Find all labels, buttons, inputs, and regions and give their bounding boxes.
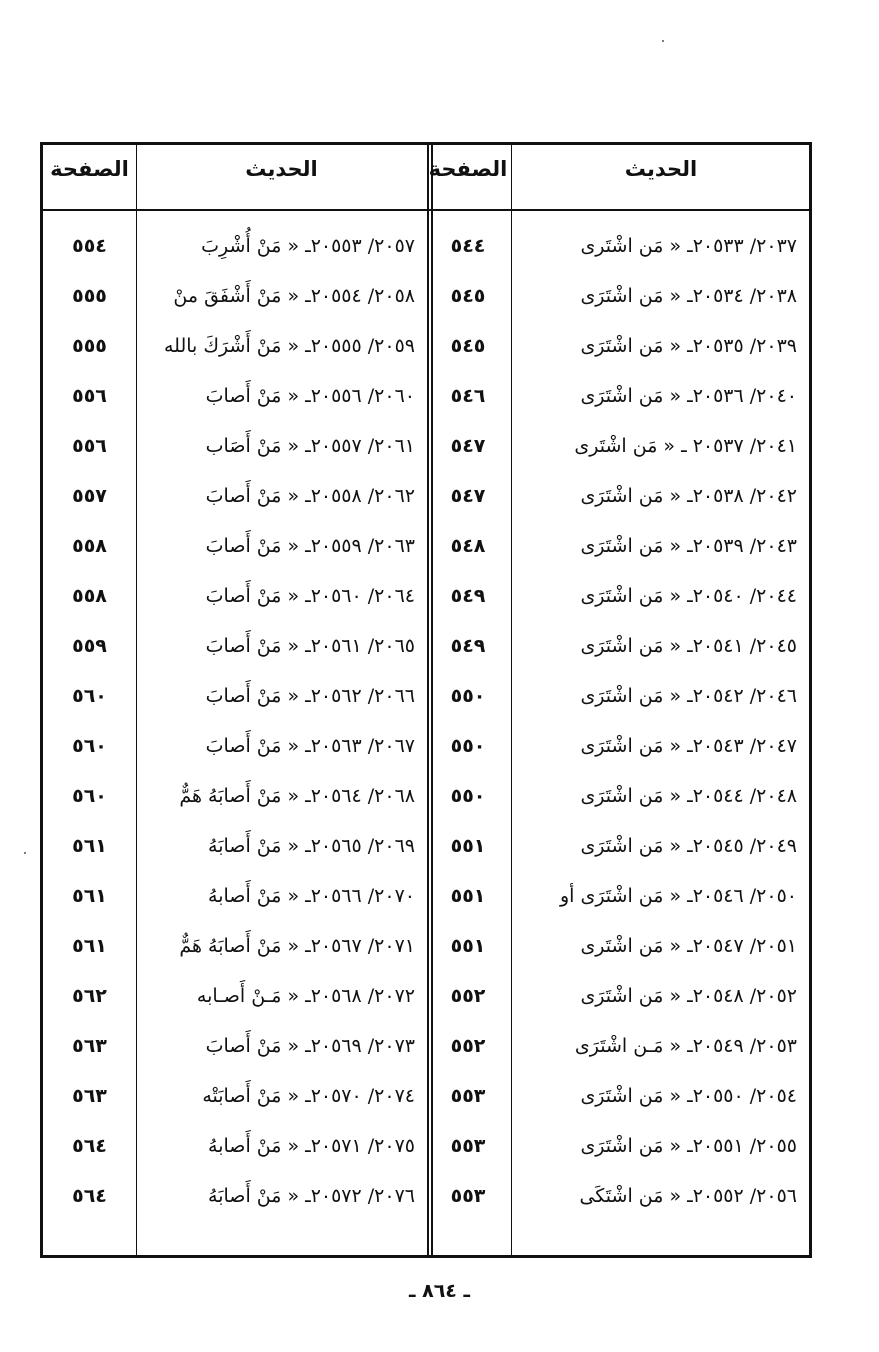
- page-ref: ٥٦٠: [72, 685, 107, 707]
- hadith-entry: ٢٠٥٣/ ٢٠٥٤٩ـ « مَـن اشْتَرَى: [574, 1035, 797, 1057]
- hadith-entry: ٢٠٦٦/ ٢٠٥٦٢ـ « مَنْ أَصابَ: [205, 685, 415, 707]
- page-ref: ٥٥١: [450, 935, 486, 957]
- table-row: [43, 721, 425, 771]
- table-row: [43, 821, 425, 871]
- hadith-entry: ٢٠٥٢/ ٢٠٥٤٨ـ « مَن اشْتَرَى: [580, 985, 797, 1007]
- page-ref: ٥٥٦: [72, 385, 107, 407]
- scan-speck: [662, 40, 664, 42]
- hadith-entry: ٢٠٧٣/ ٢٠٥٦٩ـ « مَنْ أَصابَ: [205, 1035, 415, 1057]
- page-ref: ٥٦١: [72, 935, 107, 957]
- hadith-entry: ٢٠٥٦/ ٢٠٥٥٢ـ « مَن اشْتَكَى: [579, 1185, 797, 1207]
- page-ref: ٥٥٣: [450, 1085, 486, 1107]
- rows-left: [43, 221, 425, 1221]
- page-ref: ٥٦٣: [72, 1085, 107, 1107]
- table-row: [43, 471, 425, 521]
- table-row: [425, 421, 809, 471]
- page-ref: ٥٥٨: [72, 535, 107, 557]
- table-row: [43, 971, 425, 1021]
- hadith-entry: ٢٠٧٠/ ٢٠٥٦٦ـ « مَنْ أَصابهُ: [208, 885, 415, 907]
- table-row: [43, 321, 425, 371]
- table-row: [425, 371, 809, 421]
- table-row: [43, 1171, 425, 1221]
- hadith-entry: ٢٠٤١/ ٢٠٥٣٧ ـ « مَن اشْتَرى: [574, 435, 797, 457]
- header-row-right: [425, 145, 809, 211]
- page-ref: ٥٦١: [72, 885, 107, 907]
- table-row: [43, 521, 425, 571]
- hadith-entry: ٢٠٥٩/ ٢٠٥٥٥ـ « مَنْ أَشْرَكَ بالله: [164, 335, 415, 357]
- left-half: [43, 145, 425, 1255]
- page-ref: ٥٦٣: [72, 1035, 107, 1057]
- hadith-entry: ٢٠٤٧/ ٢٠٥٤٣ـ « مَن اشْتَرَى: [580, 735, 797, 757]
- hadith-entry: ٢٠٦٥/ ٢٠٥٦١ـ « مَنْ أَصابَ: [205, 635, 415, 657]
- hadith-entry: ٢٠٥٥/ ٢٠٥٥١ـ « مَن اشْتَرَى: [580, 1135, 797, 1157]
- page-ref: ٥٥٢: [450, 1035, 486, 1057]
- hadith-entry: ٢٠٣٨/ ٢٠٥٣٤ـ « مَن اشْتَرَى: [580, 285, 797, 307]
- hadith-entry: ٢٠٧١/ ٢٠٥٦٧ـ « مَنْ أَصابَهُ هَمٌّ: [179, 935, 415, 957]
- hadith-index-table: [40, 142, 812, 1258]
- header-page-left: الصفحة: [50, 157, 129, 181]
- table-row: [43, 1071, 425, 1121]
- table-row: [425, 771, 809, 821]
- header-row-left: [43, 145, 425, 211]
- table-row: [425, 1121, 809, 1171]
- hadith-entry: ٢٠٤٢/ ٢٠٥٣٨ـ « مَن اشْتَرَى: [580, 485, 797, 507]
- page-ref: ٥٤٦: [450, 385, 486, 407]
- table-row: [425, 1071, 809, 1121]
- table-row: [425, 821, 809, 871]
- header-hadith-right: الحديث: [624, 157, 698, 181]
- page-ref: ٥٥٥: [72, 335, 107, 357]
- page-ref: ٥٥٥: [72, 285, 107, 307]
- table-row: [43, 371, 425, 421]
- page-ref: ٥٥٨: [72, 585, 107, 607]
- table-row: [43, 421, 425, 471]
- hadith-entry: ٢٠٣٩/ ٢٠٥٣٥ـ « مَن اشْتَرَى: [580, 335, 797, 357]
- table-row: [425, 1171, 809, 1221]
- page-ref: ٥٦٢: [72, 985, 107, 1007]
- page-ref: ٥٥٩: [72, 635, 107, 657]
- table-row: [425, 921, 809, 971]
- table-row: [43, 1121, 425, 1171]
- hadith-entry: ٢٠٥٧/ ٢٠٥٥٣ـ « مَنْ أُشْرِبَ: [201, 235, 415, 257]
- page-ref: ٥٥١: [450, 885, 486, 907]
- page-ref: ٥٥٣: [450, 1135, 486, 1157]
- table-row: [425, 721, 809, 771]
- hadith-entry: ٢٠٧٤/ ٢٠٥٧٠ـ « مَنْ أَصابَتْه: [202, 1085, 415, 1107]
- rows-right: [425, 221, 809, 1221]
- page-ref: ٥٤٨: [450, 535, 486, 557]
- table-row: [425, 621, 809, 671]
- page-ref: ٥٦٤: [72, 1185, 107, 1207]
- hadith-entry: ٢٠٤٠/ ٢٠٥٣٦ـ « مَن اشْتَرَى: [580, 385, 797, 407]
- page-ref: ٥٦٠: [72, 785, 107, 807]
- page-ref: ٥٥٤: [72, 235, 107, 257]
- hadith-entry: ٢٠٤٣/ ٢٠٥٣٩ـ « مَن اشْتَرَى: [580, 535, 797, 557]
- table-row: [425, 321, 809, 371]
- table-row: [43, 621, 425, 671]
- right-half: [425, 145, 809, 1255]
- scan-speck: [24, 852, 26, 854]
- page-ref: ٥٦٠: [72, 735, 107, 757]
- page-ref: ٥٤٧: [450, 485, 486, 507]
- table-row: [425, 871, 809, 921]
- hadith-entry: ٢٠٤٥/ ٢٠٥٤١ـ « مَن اشْتَرَى: [580, 635, 797, 657]
- hadith-entry: ٢٠٤٦/ ٢٠٥٤٢ـ « مَن اشْتَرَى: [580, 685, 797, 707]
- table-row: [425, 671, 809, 721]
- hadith-entry: ٢٠٣٧/ ٢٠٥٣٣ـ « مَن اشْتَرى: [580, 235, 797, 257]
- page-ref: ٥٤٥: [450, 335, 486, 357]
- hadith-entry: ٢٠٧٢/ ٢٠٥٦٨ـ « مَـنْ أَصـابه: [196, 985, 415, 1007]
- table-row: [425, 271, 809, 321]
- hadith-entry: ٢٠٦٧/ ٢٠٥٦٣ـ « مَنْ أَصابَ: [205, 735, 415, 757]
- table-row: [425, 1021, 809, 1071]
- page-ref: ٥٤٤: [450, 235, 486, 257]
- hadith-entry: ٢٠٤٩/ ٢٠٥٤٥ـ « مَن اشْتَرَى: [580, 835, 797, 857]
- page-ref: ٥٥٧: [72, 485, 107, 507]
- table-row: [43, 921, 425, 971]
- hadith-entry: ٢٠٧٦/ ٢٠٥٧٢ـ « مَنْ أَصابَهُ: [208, 1185, 415, 1207]
- page-ref: ٥٥٢: [450, 985, 486, 1007]
- table-row: [43, 271, 425, 321]
- header-hadith-left: الحديث: [245, 157, 318, 181]
- hadith-entry: ٢٠٦٢/ ٢٠٥٥٨ـ « مَنْ أَصابَ: [205, 485, 415, 507]
- page-ref: ٥٤٩: [450, 585, 486, 607]
- table-row: [43, 571, 425, 621]
- page-ref: ٥٦١: [72, 835, 107, 857]
- page-ref: ٥٥٣: [450, 1185, 486, 1207]
- hadith-entry: ٢٠٦١/ ٢٠٥٥٧ـ « مَنْ أَصَاب: [205, 435, 415, 457]
- hadith-entry: ٢٠٦٨/ ٢٠٥٦٤ـ « مَنْ أَصابَهُ هَمٌّ: [179, 785, 415, 807]
- table-row: [43, 221, 425, 271]
- table-row: [425, 971, 809, 1021]
- table-row: [43, 871, 425, 921]
- hadith-entry: ٢٠٦٤/ ٢٠٥٦٠ـ « مَنْ أَصابَ: [205, 585, 415, 607]
- page-ref: ٥٤٩: [450, 635, 486, 657]
- page-ref: ٥٥٠: [450, 685, 486, 707]
- table-row: [43, 1021, 425, 1071]
- table-row: [425, 571, 809, 621]
- hadith-entry: ٢٠٦٩/ ٢٠٥٦٥ـ « مَنْ أَصابَهُ: [208, 835, 415, 857]
- hadith-entry: ٢٠٦٣/ ٢٠٥٥٩ـ « مَنْ أَصابَ: [205, 535, 415, 557]
- hadith-entry: ٢٠٤٨/ ٢٠٥٤٤ـ « مَن اشْتَرَى: [580, 785, 797, 807]
- hadith-entry: ٢٠٥٤/ ٢٠٥٥٠ـ « مَن اشْتَرَى: [580, 1085, 797, 1107]
- page-number: ـ ٨٦٤ ـ: [408, 1280, 470, 1302]
- hadith-entry: ٢٠٧٥/ ٢٠٥٧١ـ « مَنْ أَصابهُ: [208, 1135, 415, 1157]
- page-ref: ٥٤٧: [450, 435, 486, 457]
- hadith-entry: ٢٠٥٨/ ٢٠٥٥٤ـ « مَنْ أَشْفَقَ منْ: [173, 285, 415, 307]
- page-ref: ٥٤٥: [450, 285, 486, 307]
- hadith-entry: ٢٠٥١/ ٢٠٥٤٧ـ « مَن اشْتَرى: [580, 935, 797, 957]
- page-ref: ٥٦٤: [72, 1135, 107, 1157]
- page-ref: ٥٥٠: [450, 785, 486, 807]
- table-row: [425, 521, 809, 571]
- page-ref: ٥٥٠: [450, 735, 486, 757]
- page-ref: ٥٥٦: [72, 435, 107, 457]
- table-row: [43, 671, 425, 721]
- table-row: [425, 221, 809, 271]
- table-row: [43, 771, 425, 821]
- header-page-right: الصفحة: [428, 157, 508, 181]
- hadith-entry: ٢٠٦٠/ ٢٠٥٥٦ـ « مَنْ أَصابَ: [205, 385, 415, 407]
- page-ref: ٥٥١: [450, 835, 486, 857]
- table-row: [425, 471, 809, 521]
- hadith-entry: ٢٠٥٠/ ٢٠٥٤٦ـ « مَن اشْتَرَى أو: [559, 885, 797, 907]
- hadith-entry: ٢٠٤٤/ ٢٠٥٤٠ـ « مَن اشْتَرَى: [580, 585, 797, 607]
